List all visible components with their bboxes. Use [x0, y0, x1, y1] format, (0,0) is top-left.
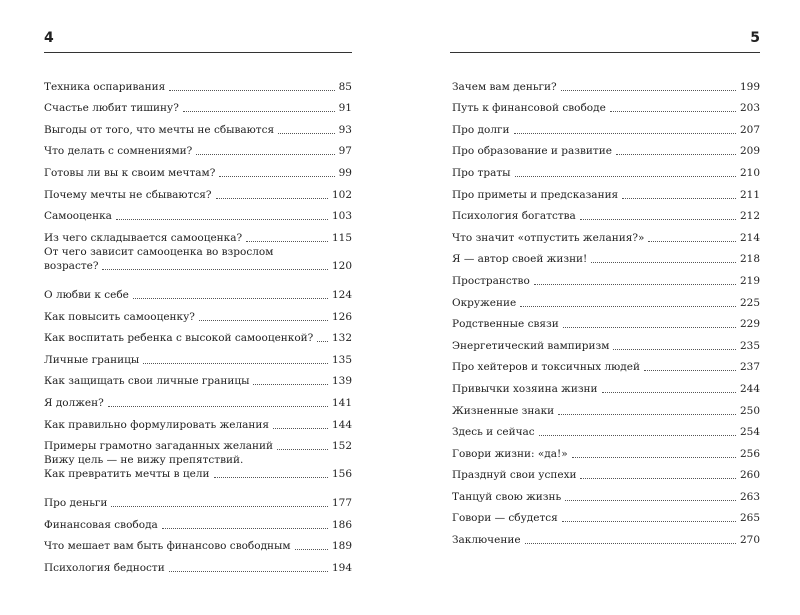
toc-entry-page: 91: [338, 102, 352, 115]
toc-entry-page: 265: [739, 512, 760, 525]
toc-entry-title: Жизненные знаки: [452, 404, 555, 417]
dot-leader: [539, 434, 736, 436]
toc-entry-page: 263: [739, 490, 760, 503]
dot-leader: [622, 197, 736, 199]
dot-leader: [214, 476, 328, 478]
toc-entry-title: Привычки хозяина жизни: [452, 382, 598, 395]
toc-entry: [452, 137, 760, 159]
toc-entry-title: Здесь и сейчас: [452, 426, 535, 439]
toc-entry-page: 199: [739, 80, 760, 93]
toc-entry-page: 103: [331, 210, 352, 223]
toc-entry-title: Как превратить мечты в цели: [44, 468, 210, 481]
dot-leader: [253, 383, 327, 385]
toc-entry-page: 126: [331, 310, 352, 323]
toc-entry: [452, 310, 760, 332]
toc-entry-page: 120: [331, 259, 352, 272]
dot-leader: [169, 89, 334, 91]
toc-entry-title: Психология бедности: [44, 562, 165, 575]
toc-entry-page: 135: [331, 353, 352, 366]
toc-entry-title: Как защищать свои личные границы: [44, 375, 250, 388]
toc-entry-page: 225: [739, 296, 760, 309]
toc-entry: [44, 553, 352, 575]
toc-entry-page: 194: [331, 562, 352, 575]
toc-entry: [452, 202, 760, 224]
toc-entry: [44, 72, 352, 94]
dot-leader: [520, 305, 736, 307]
dot-leader: [616, 153, 736, 155]
toc-entry: [44, 115, 352, 137]
dot-leader: [317, 340, 328, 342]
toc-entry-page: 144: [331, 418, 352, 431]
dot-leader: [273, 427, 328, 429]
dot-leader: [562, 520, 736, 522]
toc-entry-title-line1: От чего зависит самооценка во взрослом: [44, 245, 274, 258]
toc-entry-page: 212: [739, 210, 760, 223]
toc-entry: [452, 396, 760, 418]
toc-entry-title: Из чего складывается самооценка?: [44, 231, 243, 244]
toc-entry-title: Говори жизни: «да!»: [452, 447, 568, 460]
dot-leader: [162, 527, 328, 529]
toc-entry: [452, 331, 760, 353]
dot-leader: [514, 132, 736, 134]
dot-leader: [183, 110, 335, 112]
dot-leader: [648, 240, 736, 242]
toc-entry-title-line1: Вижу цель — не вижу препятствий.: [44, 454, 244, 467]
toc-entry-page: 102: [331, 188, 352, 201]
toc-entry-title: Родственные связи: [452, 318, 559, 331]
toc-entry-page: 211: [739, 188, 760, 201]
dot-leader: [246, 240, 328, 242]
right-page: [400, 0, 800, 615]
toc-entry: [452, 482, 760, 504]
toc-entry-title: Про образование и развитие: [452, 145, 612, 158]
toc-entry: [452, 223, 760, 245]
toc-entry-title: Зачем вам деньги?: [452, 80, 557, 93]
dot-leader: [277, 448, 328, 450]
toc-entry: [44, 223, 352, 245]
toc-entry-title: Танцуй свою жизнь: [452, 490, 562, 503]
toc-entry: [452, 418, 760, 440]
toc-entry-page: 156: [331, 468, 352, 481]
dot-leader: [534, 283, 736, 285]
toc-entry: [44, 324, 352, 346]
toc-entry: [44, 388, 352, 410]
toc-entry: [44, 137, 352, 159]
toc-entry-title: Я должен?: [44, 396, 104, 409]
toc-list-left: [44, 72, 352, 575]
toc-entry: [44, 453, 352, 481]
toc-entry-title: Я — автор своей жизни!: [452, 253, 588, 266]
toc-entry: [44, 367, 352, 389]
dot-leader: [515, 175, 736, 177]
dot-leader: [565, 499, 736, 501]
toc-entry: [44, 489, 352, 511]
dot-leader: [216, 197, 328, 199]
toc-entry-title: Выгоды от того, что мечты не сбываются: [44, 123, 275, 136]
toc-entry-page: 219: [739, 274, 760, 287]
toc-entry-title: Психология богатства: [452, 210, 576, 223]
toc-entry-page: 203: [739, 102, 760, 115]
page-number-left: 4: [44, 30, 54, 46]
toc-entry-title: Как повысить самооценку?: [44, 310, 195, 323]
toc-entry: [452, 504, 760, 526]
dot-leader: [644, 369, 736, 371]
toc-entry-page: 250: [739, 404, 760, 417]
toc-entry: [44, 532, 352, 554]
dot-leader: [111, 505, 328, 507]
toc-entry-title: Заключение: [452, 534, 521, 547]
toc-entry: [452, 180, 760, 202]
toc-entry-title: Празднуй свои успехи: [452, 469, 577, 482]
dot-leader: [610, 110, 736, 112]
toc-entry-page: 152: [331, 440, 352, 453]
toc-entry: [44, 410, 352, 432]
toc-entry: [44, 432, 352, 454]
dot-leader: [563, 326, 736, 328]
toc-entry: [452, 158, 760, 180]
toc-entry-page: 189: [331, 540, 352, 553]
toc-entry-page: 244: [739, 382, 760, 395]
toc-entry-title: Как правильно формулировать желания: [44, 418, 269, 431]
toc-list-right: [452, 72, 760, 547]
dot-leader: [169, 570, 328, 572]
dot-leader: [196, 153, 334, 155]
toc-entry-title: Финансовая свобода: [44, 518, 158, 531]
dot-leader: [143, 362, 328, 364]
toc-entry-title: Что делать с сомнениями?: [44, 145, 193, 158]
toc-entry-title: Про деньги: [44, 497, 108, 510]
toc-entry: [44, 94, 352, 116]
toc-entry: [452, 374, 760, 396]
toc-entry-page: 124: [331, 288, 352, 301]
toc-entry: [44, 280, 352, 302]
toc-entry-title: Про хейтеров и токсичных людей: [452, 361, 640, 374]
toc-entry: [452, 94, 760, 116]
toc-entry-page: 141: [331, 396, 352, 409]
dot-leader: [278, 132, 335, 134]
toc-entry-page: 115: [331, 231, 352, 244]
toc-entry-page: 229: [739, 318, 760, 331]
toc-entry-page: 139: [331, 375, 352, 388]
toc-entry-title: Самооценка: [44, 210, 112, 223]
dot-leader: [613, 348, 736, 350]
toc-entry: [44, 245, 352, 273]
toc-entry-title: Что мешает вам быть финансово свободным: [44, 540, 291, 553]
toc-entry: [44, 345, 352, 367]
dot-leader: [199, 319, 328, 321]
toc-entry-title: Путь к финансовой свободе: [452, 102, 606, 115]
dot-leader: [580, 218, 736, 220]
dot-leader: [102, 268, 327, 270]
dot-leader: [572, 456, 736, 458]
toc-entry: [44, 302, 352, 324]
toc-entry-title: Пространство: [452, 274, 530, 287]
toc-entry-page: 97: [338, 145, 352, 158]
toc-entry-title: Энергетический вампиризм: [452, 339, 610, 352]
toc-entry: [452, 288, 760, 310]
toc-entry-page: 177: [331, 497, 352, 510]
toc-entry-page: 214: [739, 231, 760, 244]
page-number-right: 5: [750, 30, 760, 46]
dot-leader: [558, 413, 736, 415]
toc-entry: [452, 72, 760, 94]
toc-entry: [44, 158, 352, 180]
toc-entry-page: 210: [739, 166, 760, 179]
toc-entry-title: Говори — сбудется: [452, 512, 558, 525]
toc-entry-page: 237: [739, 361, 760, 374]
toc-entry-page: 254: [739, 426, 760, 439]
toc-entry-page: 270: [739, 534, 760, 547]
toc-entry-page: 209: [739, 145, 760, 158]
toc-entry-page: 93: [338, 123, 352, 136]
dot-leader: [295, 548, 328, 550]
toc-entry: [452, 461, 760, 483]
toc-entry-title: Почему мечты не сбываются?: [44, 188, 212, 201]
dot-leader: [602, 391, 736, 393]
toc-entry-page: 99: [338, 166, 352, 179]
toc-entry-page: 235: [739, 339, 760, 352]
toc-entry-title: Примеры грамотно загаданных желаний: [44, 440, 273, 453]
toc-entry-page: 218: [739, 253, 760, 266]
toc-entry-title: Счастье любит тишину?: [44, 102, 179, 115]
toc-entry-title: возрасте?: [44, 259, 99, 272]
toc-entry: [452, 439, 760, 461]
dot-leader: [561, 89, 736, 91]
toc-entry: [452, 245, 760, 267]
toc-entry-title: Про долги: [452, 123, 510, 136]
toc-entry-page: 132: [331, 332, 352, 345]
dot-leader: [525, 542, 736, 544]
toc-entry-page: 85: [338, 80, 352, 93]
toc-entry-title: О любви к себе: [44, 288, 129, 301]
dot-leader: [219, 175, 334, 177]
toc-entry-page: 186: [331, 518, 352, 531]
dot-leader: [133, 297, 328, 299]
dot-leader: [108, 405, 328, 407]
toc-entry-title: Про траты: [452, 166, 511, 179]
toc-entry-title: Как воспитать ребенка с высокой самооценкой?: [44, 332, 314, 345]
dot-leader: [580, 477, 735, 479]
toc-entry: [452, 115, 760, 137]
toc-entry: [44, 202, 352, 224]
dot-leader: [116, 218, 328, 220]
toc-entry: [44, 510, 352, 532]
header-rule-left: [44, 52, 352, 53]
toc-entry-title: Окружение: [452, 296, 517, 309]
header-rule-right: [450, 52, 760, 53]
toc-entry: [452, 353, 760, 375]
toc-entry-page: 207: [739, 123, 760, 136]
toc-entry-title: Техника оспаривания: [44, 80, 166, 93]
toc-entry: [452, 525, 760, 547]
toc-entry-title: Личные границы: [44, 353, 140, 366]
toc-entry: [452, 266, 760, 288]
toc-entry-title: Про приметы и предсказания: [452, 188, 619, 201]
toc-entry-title: Что значит «отпустить желания?»: [452, 231, 645, 244]
toc-entry-page: 256: [739, 447, 760, 460]
toc-entry: [44, 180, 352, 202]
dot-leader: [591, 261, 736, 263]
toc-entry-page: 260: [739, 469, 760, 482]
toc-entry-title: Готовы ли вы к своим мечтам?: [44, 166, 216, 179]
